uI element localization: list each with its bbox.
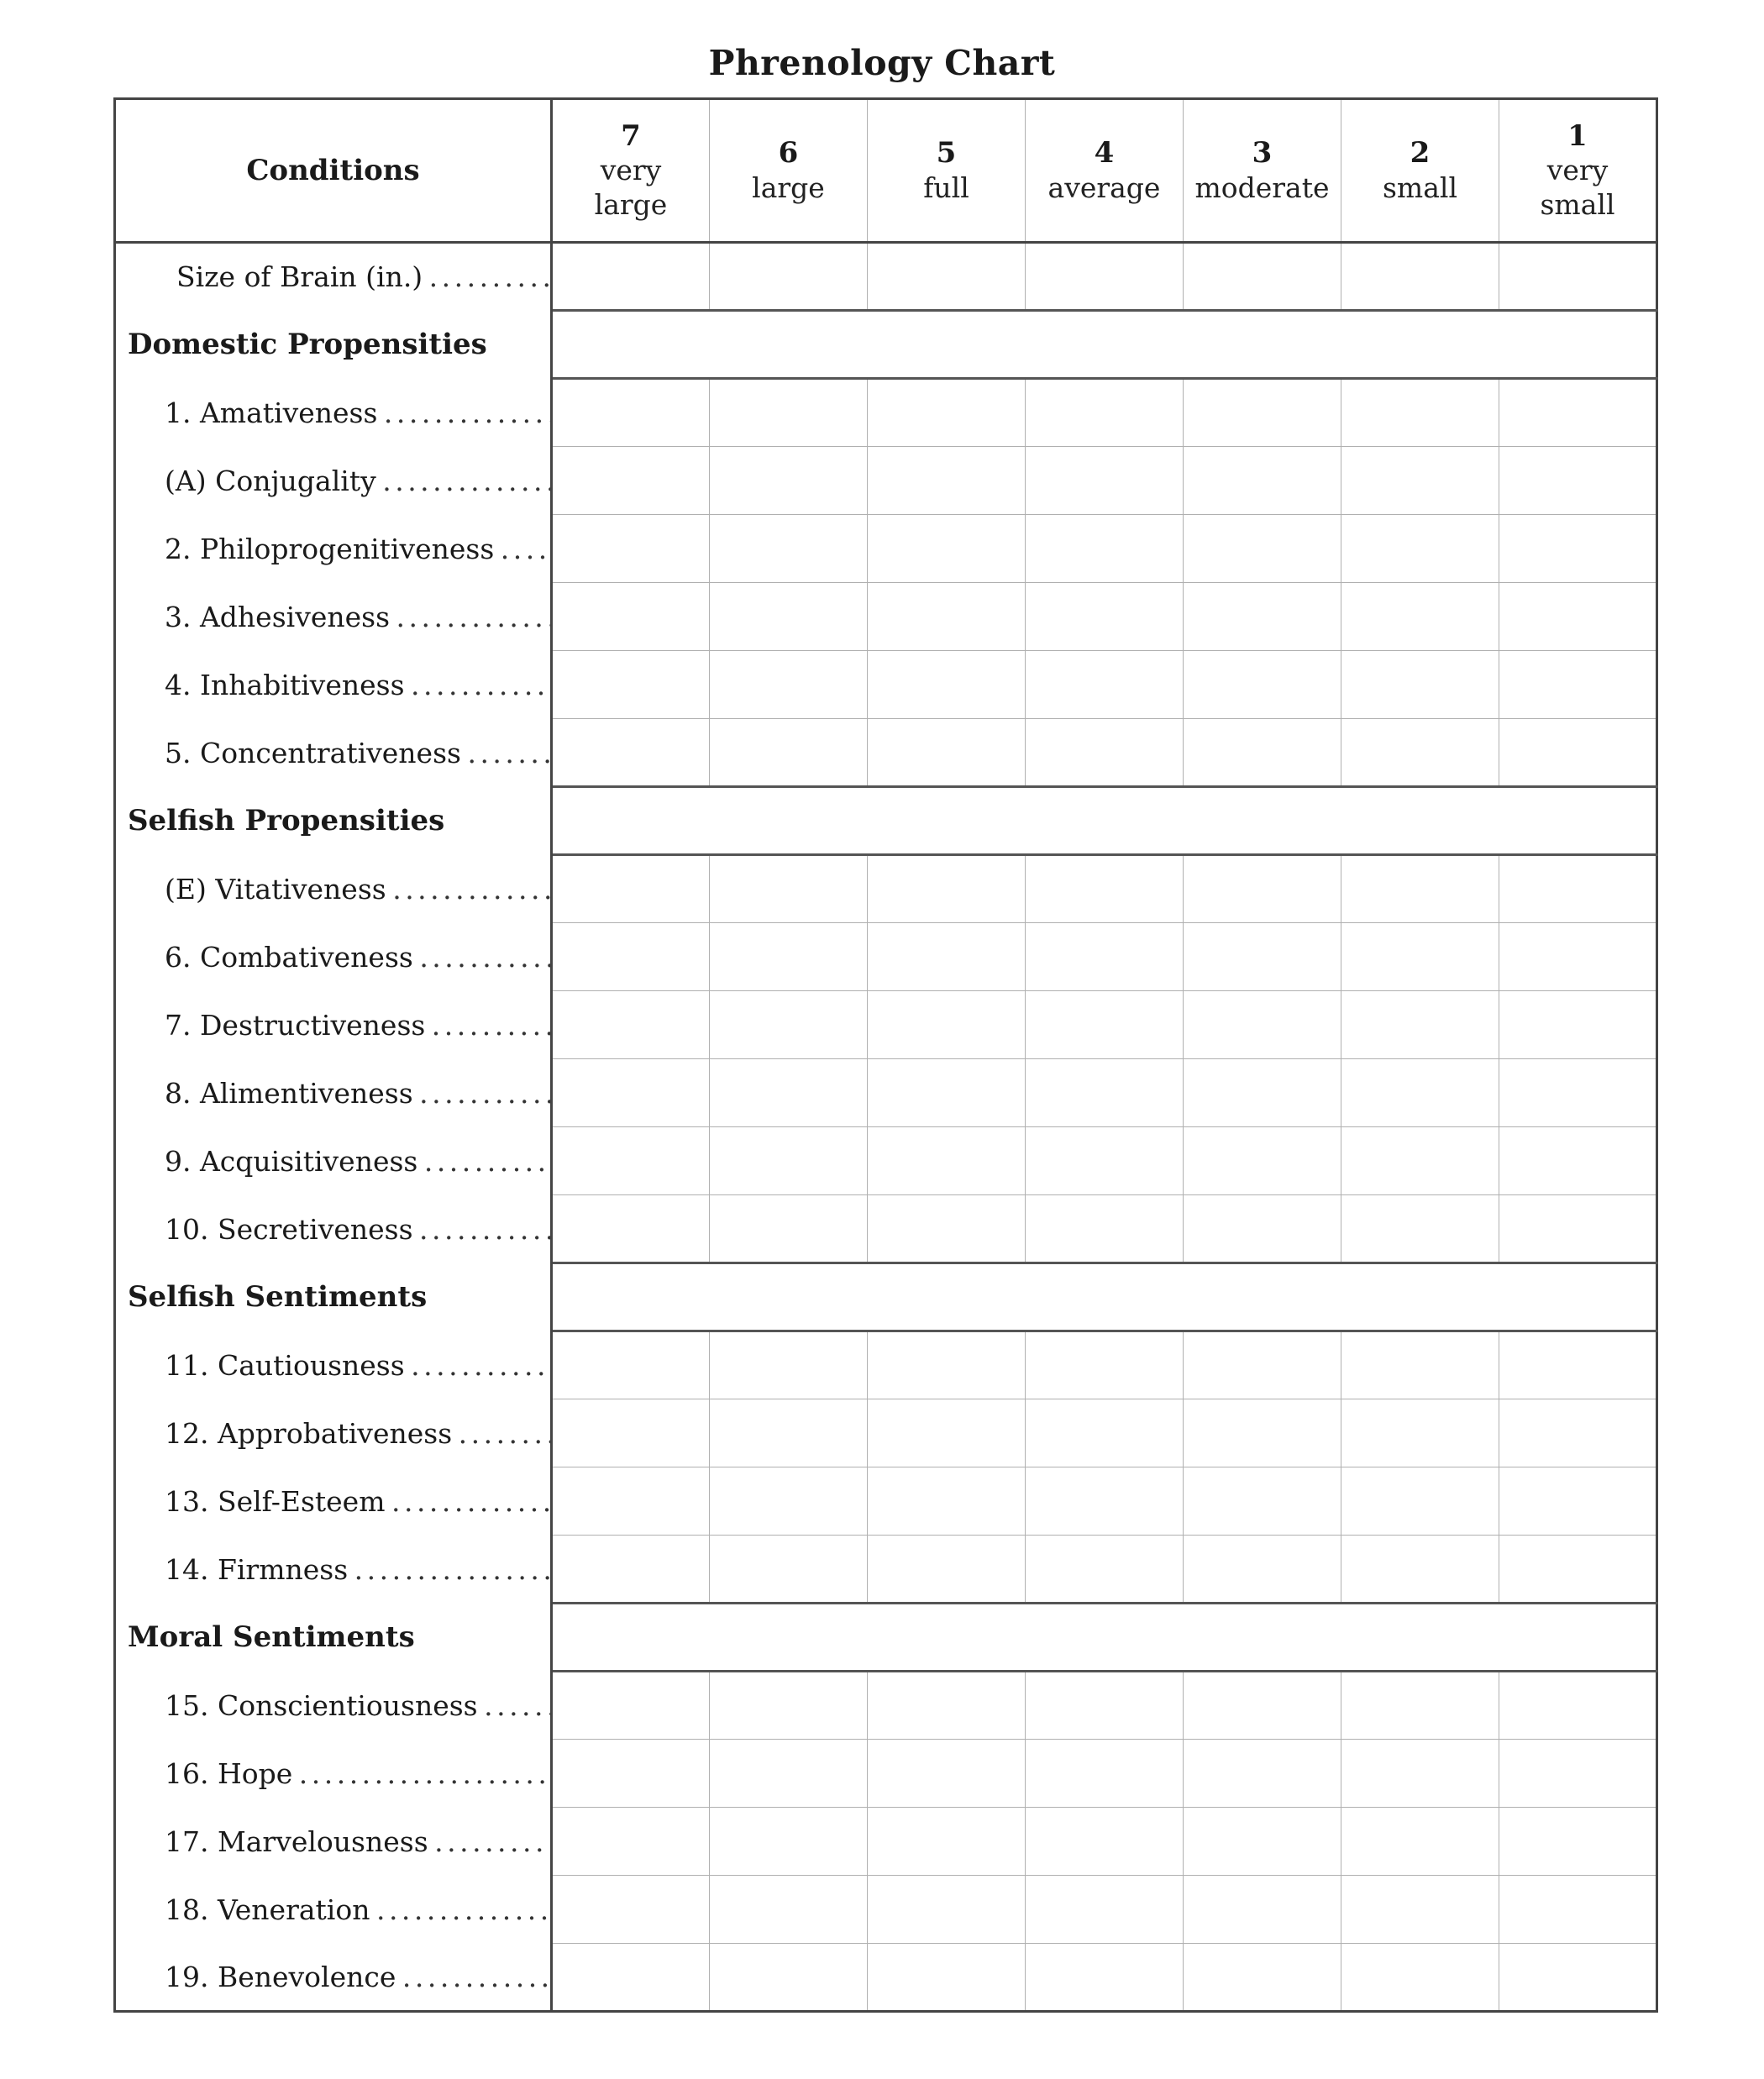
rating-cell[interactable] bbox=[1026, 719, 1184, 787]
row-label-text: 15. Conscientiousness . . . bbox=[116, 1689, 550, 1722]
scale-number: 3 bbox=[1252, 136, 1273, 171]
rating-cell[interactable] bbox=[868, 1944, 1026, 2012]
rating-cell[interactable] bbox=[1026, 855, 1184, 923]
row-label-text: 6. Combativeness . . . bbox=[116, 941, 550, 974]
item-row bbox=[115, 1808, 1657, 1876]
row-label-text: 7. Destructiveness . . . bbox=[116, 1009, 550, 1042]
chart-body bbox=[115, 243, 1657, 2012]
item-label-cell bbox=[115, 1536, 552, 1604]
rating-cell[interactable] bbox=[1026, 1876, 1184, 1944]
rating-cell[interactable] bbox=[710, 651, 868, 719]
rating-cell[interactable] bbox=[868, 719, 1026, 787]
rating-cell[interactable] bbox=[552, 1467, 710, 1536]
size-of-brain-label bbox=[115, 243, 552, 311]
rating-cell[interactable] bbox=[1026, 379, 1184, 447]
scale-number: 4 bbox=[1094, 136, 1115, 171]
row-label-text: 4. Inhabitiveness . . . bbox=[116, 669, 550, 701]
item-row bbox=[115, 1467, 1657, 1536]
rating-cell[interactable] bbox=[552, 651, 710, 719]
item-row bbox=[115, 583, 1657, 651]
item-row bbox=[115, 991, 1657, 1059]
item-label-cell bbox=[115, 447, 552, 515]
scale-label: large bbox=[752, 171, 825, 204]
scale-header-7 bbox=[552, 99, 710, 243]
rating-cell[interactable] bbox=[552, 1876, 710, 1944]
conditions-header: Conditions bbox=[115, 99, 552, 243]
rating-cell[interactable] bbox=[1184, 447, 1341, 515]
row-label-text: 8. Alimentiveness . . . bbox=[116, 1077, 550, 1110]
rating-cell[interactable] bbox=[1026, 1195, 1184, 1263]
rating-cell[interactable] bbox=[1341, 1127, 1499, 1195]
rating-cell[interactable] bbox=[1499, 991, 1657, 1059]
rating-cell[interactable] bbox=[552, 1399, 710, 1467]
rating-cell[interactable] bbox=[710, 1536, 868, 1604]
scale-header-5 bbox=[868, 99, 1026, 243]
rating-cell[interactable] bbox=[868, 855, 1026, 923]
rating-cell[interactable] bbox=[1499, 1331, 1657, 1399]
rating-cell[interactable] bbox=[1341, 379, 1499, 447]
rating-cell[interactable] bbox=[1341, 1740, 1499, 1808]
rating-cell[interactable] bbox=[868, 991, 1026, 1059]
rating-cell[interactable] bbox=[868, 1195, 1026, 1263]
rating-cell[interactable] bbox=[710, 1808, 868, 1876]
rating-cell[interactable] bbox=[710, 1740, 868, 1808]
item-label-cell bbox=[115, 855, 552, 923]
rating-cell[interactable] bbox=[1026, 1672, 1184, 1740]
rating-cell[interactable] bbox=[710, 1467, 868, 1536]
rating-cell[interactable] bbox=[552, 923, 710, 991]
rating-cell[interactable] bbox=[1499, 1740, 1657, 1808]
rating-cell[interactable] bbox=[868, 1876, 1026, 1944]
rating-cell[interactable] bbox=[710, 515, 868, 583]
rating-cell[interactable] bbox=[1184, 1536, 1341, 1604]
row-label-text: 17. Marvelousness . . . bbox=[116, 1825, 550, 1858]
scale-header-6 bbox=[710, 99, 868, 243]
row-label-text: Size of Brain (in.) . . . bbox=[116, 260, 550, 293]
rating-cell[interactable] bbox=[1184, 583, 1341, 651]
rating-cell[interactable] bbox=[868, 1740, 1026, 1808]
row-label-text: (E) Vitativeness . . . bbox=[116, 873, 550, 906]
row-label-text: 11. Cautiousness . . . bbox=[116, 1349, 550, 1382]
rating-cell[interactable] bbox=[1184, 1059, 1341, 1127]
group-blank-band bbox=[552, 787, 1657, 855]
rating-cell[interactable] bbox=[1499, 1195, 1657, 1263]
item-row bbox=[115, 1195, 1657, 1263]
rating-cell[interactable] bbox=[1026, 1467, 1184, 1536]
item-label-cell bbox=[115, 991, 552, 1059]
rating-cell[interactable] bbox=[1184, 243, 1341, 311]
rating-cell[interactable] bbox=[1026, 515, 1184, 583]
rating-cell[interactable] bbox=[710, 243, 868, 311]
rating-cell[interactable] bbox=[1184, 923, 1341, 991]
rating-cell[interactable] bbox=[1026, 1331, 1184, 1399]
rating-cell[interactable] bbox=[868, 923, 1026, 991]
group-heading: Selfish Propensities bbox=[115, 787, 552, 855]
rating-cell[interactable] bbox=[1499, 1876, 1657, 1944]
row-label-text: 13. Self-Esteem . . . bbox=[116, 1485, 550, 1518]
group-row bbox=[115, 1263, 1657, 1331]
row-label-text: 5. Concentrativeness . . . bbox=[116, 737, 550, 769]
scale-label: full bbox=[923, 171, 969, 204]
rating-cell[interactable] bbox=[552, 379, 710, 447]
rating-cell[interactable] bbox=[552, 515, 710, 583]
item-row bbox=[115, 1672, 1657, 1740]
rating-cell[interactable] bbox=[1341, 719, 1499, 787]
item-row bbox=[115, 855, 1657, 923]
item-label-cell bbox=[115, 1808, 552, 1876]
scale-number: 5 bbox=[936, 136, 957, 171]
rating-cell[interactable] bbox=[1026, 1059, 1184, 1127]
row-label-text: 10. Secretiveness . . . bbox=[116, 1213, 550, 1246]
scale-number: 1 bbox=[1567, 119, 1588, 154]
rating-cell[interactable] bbox=[552, 1536, 710, 1604]
rating-cell[interactable] bbox=[552, 583, 710, 651]
rating-cell[interactable] bbox=[868, 1399, 1026, 1467]
rating-cell[interactable] bbox=[868, 379, 1026, 447]
rating-cell[interactable] bbox=[868, 1331, 1026, 1399]
rating-cell[interactable] bbox=[710, 447, 868, 515]
item-label-cell bbox=[115, 1331, 552, 1399]
rating-cell[interactable] bbox=[868, 1672, 1026, 1740]
item-row bbox=[115, 447, 1657, 515]
rating-cell[interactable] bbox=[1341, 1399, 1499, 1467]
scale-header-4 bbox=[1026, 99, 1184, 243]
item-label-cell bbox=[115, 923, 552, 991]
rating-cell[interactable] bbox=[1341, 1944, 1499, 2012]
rating-cell[interactable] bbox=[710, 719, 868, 787]
rating-cell[interactable] bbox=[710, 1059, 868, 1127]
item-row bbox=[115, 1331, 1657, 1399]
item-row bbox=[115, 719, 1657, 787]
rating-cell[interactable] bbox=[1499, 1399, 1657, 1467]
rating-cell[interactable] bbox=[710, 1672, 868, 1740]
rating-cell[interactable] bbox=[868, 447, 1026, 515]
scale-header-2 bbox=[1341, 99, 1499, 243]
item-row bbox=[115, 1059, 1657, 1127]
rating-cell[interactable] bbox=[552, 1331, 710, 1399]
rating-cell[interactable] bbox=[1026, 1944, 1184, 2012]
item-row bbox=[115, 1536, 1657, 1604]
page-title: Phrenology Chart bbox=[708, 43, 1056, 83]
rating-cell[interactable] bbox=[868, 583, 1026, 651]
item-label-cell bbox=[115, 1059, 552, 1127]
rating-cell[interactable] bbox=[552, 1808, 710, 1876]
item-label-cell bbox=[115, 1740, 552, 1808]
scale-label: small bbox=[1382, 171, 1457, 204]
item-row bbox=[115, 1740, 1657, 1808]
rating-cell[interactable] bbox=[1341, 651, 1499, 719]
rating-cell[interactable] bbox=[552, 1672, 710, 1740]
rating-cell[interactable] bbox=[1499, 1127, 1657, 1195]
scale-number: 7 bbox=[621, 119, 641, 154]
rating-cell[interactable] bbox=[1184, 1127, 1341, 1195]
rating-cell[interactable] bbox=[868, 1127, 1026, 1195]
item-label-cell bbox=[115, 379, 552, 447]
rating-cell[interactable] bbox=[1341, 855, 1499, 923]
rating-cell[interactable] bbox=[710, 991, 868, 1059]
rating-cell[interactable] bbox=[1184, 991, 1341, 1059]
item-label-cell bbox=[115, 651, 552, 719]
rating-cell[interactable] bbox=[552, 1127, 710, 1195]
scale-header-3 bbox=[1184, 99, 1341, 243]
item-label-cell bbox=[115, 1127, 552, 1195]
group-blank-band bbox=[552, 1263, 1657, 1331]
rating-cell[interactable] bbox=[710, 583, 868, 651]
item-row bbox=[115, 1876, 1657, 1944]
scale-number: 2 bbox=[1410, 136, 1431, 171]
rating-cell[interactable] bbox=[1184, 1876, 1341, 1944]
rating-cell[interactable] bbox=[1026, 991, 1184, 1059]
scale-label: very large bbox=[594, 154, 668, 221]
rating-cell[interactable] bbox=[1341, 243, 1499, 311]
item-row bbox=[115, 923, 1657, 991]
rating-cell[interactable] bbox=[1341, 1536, 1499, 1604]
rating-cell[interactable] bbox=[552, 719, 710, 787]
item-row bbox=[115, 651, 1657, 719]
item-label-cell bbox=[115, 1672, 552, 1740]
scale-label: moderate bbox=[1194, 171, 1330, 204]
group-blank-band bbox=[552, 1604, 1657, 1672]
item-row bbox=[115, 1399, 1657, 1467]
rating-cell[interactable] bbox=[1341, 1467, 1499, 1536]
rating-cell[interactable] bbox=[1499, 1536, 1657, 1604]
rating-cell[interactable] bbox=[1184, 1740, 1341, 1808]
rating-cell[interactable] bbox=[1499, 719, 1657, 787]
rating-cell[interactable] bbox=[868, 243, 1026, 311]
rating-cell[interactable] bbox=[1026, 583, 1184, 651]
rating-cell[interactable] bbox=[1341, 923, 1499, 991]
item-row bbox=[115, 515, 1657, 583]
rating-cell[interactable] bbox=[552, 991, 710, 1059]
rating-cell[interactable] bbox=[710, 1944, 868, 2012]
rating-cell[interactable] bbox=[1026, 651, 1184, 719]
item-row bbox=[115, 1127, 1657, 1195]
row-label-text: 2. Philoprogenitiveness . . . bbox=[116, 533, 550, 565]
rating-cell[interactable] bbox=[552, 243, 710, 311]
rating-cell[interactable] bbox=[710, 1331, 868, 1399]
item-row bbox=[115, 379, 1657, 447]
rating-cell[interactable] bbox=[710, 1399, 868, 1467]
phrenology-chart-table bbox=[113, 97, 1658, 2013]
rating-cell[interactable] bbox=[1499, 379, 1657, 447]
rating-cell[interactable] bbox=[1184, 1195, 1341, 1263]
group-row bbox=[115, 1604, 1657, 1672]
item-label-cell bbox=[115, 583, 552, 651]
group-row bbox=[115, 311, 1657, 379]
rating-cell[interactable] bbox=[1026, 243, 1184, 311]
rating-cell[interactable] bbox=[1184, 719, 1341, 787]
rating-cell[interactable] bbox=[1184, 379, 1341, 447]
item-row bbox=[115, 1944, 1657, 2012]
rating-cell[interactable] bbox=[1026, 1127, 1184, 1195]
rating-cell[interactable] bbox=[1341, 515, 1499, 583]
rating-cell[interactable] bbox=[1341, 447, 1499, 515]
scale-label: average bbox=[1047, 171, 1161, 204]
rating-cell[interactable] bbox=[1184, 1808, 1341, 1876]
row-label-text: 16. Hope . . . bbox=[116, 1757, 550, 1790]
row-label-text: 14. Firmness . . . bbox=[116, 1553, 550, 1586]
rating-cell[interactable] bbox=[1499, 447, 1657, 515]
rating-cell[interactable] bbox=[1499, 1467, 1657, 1536]
group-row bbox=[115, 787, 1657, 855]
rating-cell[interactable] bbox=[1499, 243, 1657, 311]
row-label-text: 12. Approbativeness . . . bbox=[116, 1417, 550, 1450]
rating-cell[interactable] bbox=[710, 1876, 868, 1944]
rating-cell[interactable] bbox=[868, 651, 1026, 719]
rating-cell[interactable] bbox=[552, 1059, 710, 1127]
scale-number: 6 bbox=[778, 136, 799, 171]
rating-cell[interactable] bbox=[1184, 1399, 1341, 1467]
row-label-text: 9. Acquisitiveness . . . bbox=[116, 1145, 550, 1178]
item-label-cell bbox=[115, 1399, 552, 1467]
rating-cell[interactable] bbox=[552, 855, 710, 923]
rating-cell[interactable] bbox=[1184, 651, 1341, 719]
rating-cell[interactable] bbox=[1499, 651, 1657, 719]
rating-cell[interactable] bbox=[1026, 1399, 1184, 1467]
rating-cell[interactable] bbox=[1499, 855, 1657, 923]
rating-cell[interactable] bbox=[1341, 1059, 1499, 1127]
rating-cell[interactable] bbox=[1341, 1808, 1499, 1876]
scale-header-1 bbox=[1499, 99, 1657, 243]
rating-cell[interactable] bbox=[868, 1808, 1026, 1876]
rating-cell[interactable] bbox=[710, 1195, 868, 1263]
scale-label: very small bbox=[1540, 154, 1615, 221]
rating-cell[interactable] bbox=[1499, 923, 1657, 991]
rating-cell[interactable] bbox=[1499, 1059, 1657, 1127]
row-label-text: 19. Benevolence . . . bbox=[116, 1961, 550, 1993]
item-label-cell bbox=[115, 515, 552, 583]
rating-cell[interactable] bbox=[1341, 583, 1499, 651]
rating-cell[interactable] bbox=[1499, 1808, 1657, 1876]
rating-cell[interactable] bbox=[1184, 1467, 1341, 1536]
rating-cell[interactable] bbox=[1184, 1331, 1341, 1399]
group-heading: Moral Sentiments bbox=[115, 1604, 552, 1672]
group-heading: Domestic Propensities bbox=[115, 311, 552, 379]
rating-cell[interactable] bbox=[1499, 583, 1657, 651]
rating-cell[interactable] bbox=[1184, 1672, 1341, 1740]
item-label-cell bbox=[115, 1467, 552, 1536]
group-blank-band bbox=[552, 311, 1657, 379]
item-label-cell bbox=[115, 719, 552, 787]
size-of-brain-row bbox=[115, 243, 1657, 311]
rating-cell[interactable] bbox=[1026, 1808, 1184, 1876]
rating-cell[interactable] bbox=[1499, 515, 1657, 583]
row-label-text: (A) Conjugality . . . bbox=[116, 465, 550, 497]
header-row bbox=[115, 99, 1657, 243]
rating-cell[interactable] bbox=[868, 515, 1026, 583]
rating-cell[interactable] bbox=[710, 1127, 868, 1195]
rating-cell[interactable] bbox=[1026, 447, 1184, 515]
row-label-text: 18. Veneration . . . bbox=[116, 1893, 550, 1926]
rating-cell[interactable] bbox=[710, 923, 868, 991]
rating-cell[interactable] bbox=[1184, 515, 1341, 583]
rating-cell[interactable] bbox=[1026, 1740, 1184, 1808]
item-label-cell bbox=[115, 1876, 552, 1944]
rating-cell[interactable] bbox=[1499, 1672, 1657, 1740]
rating-cell[interactable] bbox=[1341, 1672, 1499, 1740]
rating-cell[interactable] bbox=[710, 855, 868, 923]
rating-cell[interactable] bbox=[552, 1740, 710, 1808]
row-label-text: 1. Amativeness . . . bbox=[116, 396, 550, 429]
rating-cell[interactable] bbox=[1184, 1944, 1341, 2012]
item-label-cell bbox=[115, 1944, 552, 2012]
group-heading: Selfish Sentiments bbox=[115, 1263, 552, 1331]
rating-cell[interactable] bbox=[552, 1944, 710, 2012]
rating-cell[interactable] bbox=[1026, 1536, 1184, 1604]
rating-cell[interactable] bbox=[552, 447, 710, 515]
rating-cell[interactable] bbox=[1026, 923, 1184, 991]
rating-cell[interactable] bbox=[710, 379, 868, 447]
row-label-text: 3. Adhesiveness . . . bbox=[116, 601, 550, 633]
rating-cell[interactable] bbox=[1341, 991, 1499, 1059]
rating-cell[interactable] bbox=[552, 1195, 710, 1263]
rating-cell[interactable] bbox=[1341, 1331, 1499, 1399]
rating-cell[interactable] bbox=[1184, 855, 1341, 923]
rating-cell[interactable] bbox=[868, 1536, 1026, 1604]
rating-cell[interactable] bbox=[1341, 1876, 1499, 1944]
rating-cell[interactable] bbox=[868, 1467, 1026, 1536]
item-label-cell bbox=[115, 1195, 552, 1263]
rating-cell[interactable] bbox=[1341, 1195, 1499, 1263]
rating-cell[interactable] bbox=[1499, 1944, 1657, 2012]
rating-cell[interactable] bbox=[868, 1059, 1026, 1127]
